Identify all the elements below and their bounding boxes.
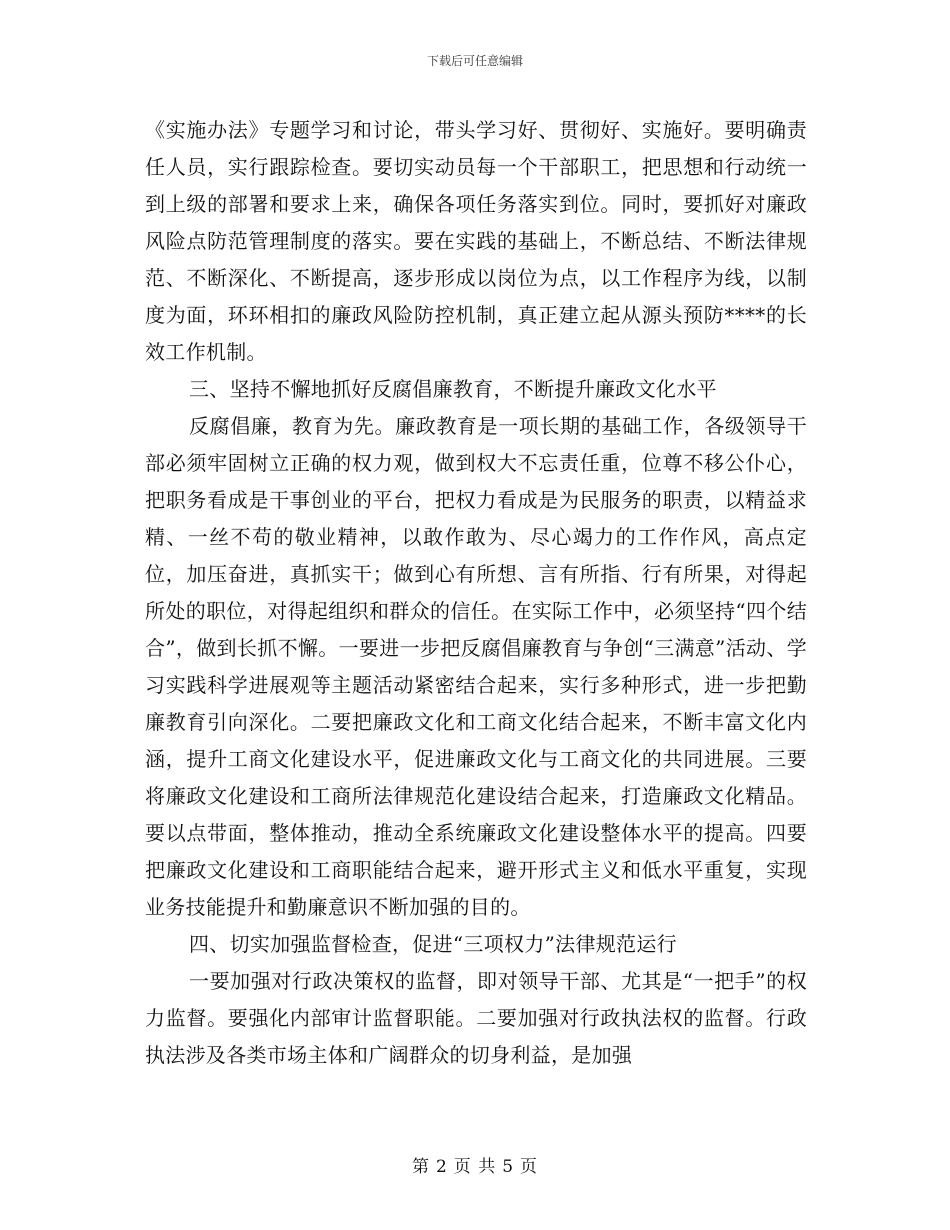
- paragraph-supervision: 一要加强对行政决策权的监督，即对领导干部、尤其是“一把手”的权力监督。要强化内部审计监督职能。二要加强对行政执法权的监督。行政执法涉及各类市场主体和广阔群众的切身利益，是加强: [145, 969, 807, 1067]
- body-text: [145, 112, 807, 1074]
- footer-prefix: 第: [411, 1157, 430, 1177]
- footer-current-page: 2: [435, 1157, 448, 1177]
- footer-total-pages: 5: [502, 1157, 515, 1177]
- page-header: 下载后可任意编辑: [426, 54, 523, 68]
- paragraph-education: 反腐倡廉，教育为先。廉政教育是一项长期的基础工作，各级领导干部必须牢固树立正确的权力观，做到权大不忘责任重，位尊不移公仆心，把职务看成是干事创业的平台，把权力看成是为民服务的职责，以精益求精、一丝不苟的敬业精神，以敢作敢为、尽心竭力的工作作风，高点定位，加压奋进，真抓实干；做到心有所想、言有所指、行有所果，对得起所处的职位，对得起组织和群众的信任。在实际工作中，必须坚持“四个结合”，做到长抓不懈。一要进一步把反腐倡廉教育与争创“三满意”活动、学习实践科学进展观等主题活动紧密结合起来，实行多种形式，进一步把勤廉教育引向深化。二要把廉政文化和工商文化结合起来，不断丰富文化内涵，提升工商文化建设水平，促进廉政文化与工商文化的共同进展。三要将廉政文化建设和工商所法律规范化建设结合起来，打造廉政文化精品。要以点带面，整体推动，推动全系统廉政文化建设整体水平的提高。四要把廉政文化建设和工商职能结合起来，避开形式主义和低水平重复，实现业务技能提升和勤廉意识不断加强的目的。: [145, 414, 807, 919]
- page-footer: [0, 1152, 950, 1177]
- section-heading-4: 四、切实加强监督检查，促进“三项权力”法律规范运行: [189, 932, 677, 956]
- footer-middle: 页 共: [453, 1157, 497, 1177]
- section-heading-3: 三、坚持不懈地抓好反腐倡廉教育，不断提升廉政文化水平: [189, 377, 717, 401]
- paragraph-continuation: 《实施办法》专题学习和讨论，带头学习好、贯彻好、实施好。要明确责任人员，实行跟踪检查。要切实动员每一个干部职工，把思想和行动统一到上级的部署和要求上来，确保各项任务落实到位。同时，要抓好对廉政风险点防范管理制度的落实。要在实践的基础上，不断总结、不断法律规范、不断深化、不断提高，逐步形成以岗位为点，以工作程序为线，以制度为面，环环相扣的廉政风险防控机制，真正建立起从源头预防****的长效工作机制。: [145, 118, 807, 364]
- footer-suffix: 页: [520, 1157, 539, 1177]
